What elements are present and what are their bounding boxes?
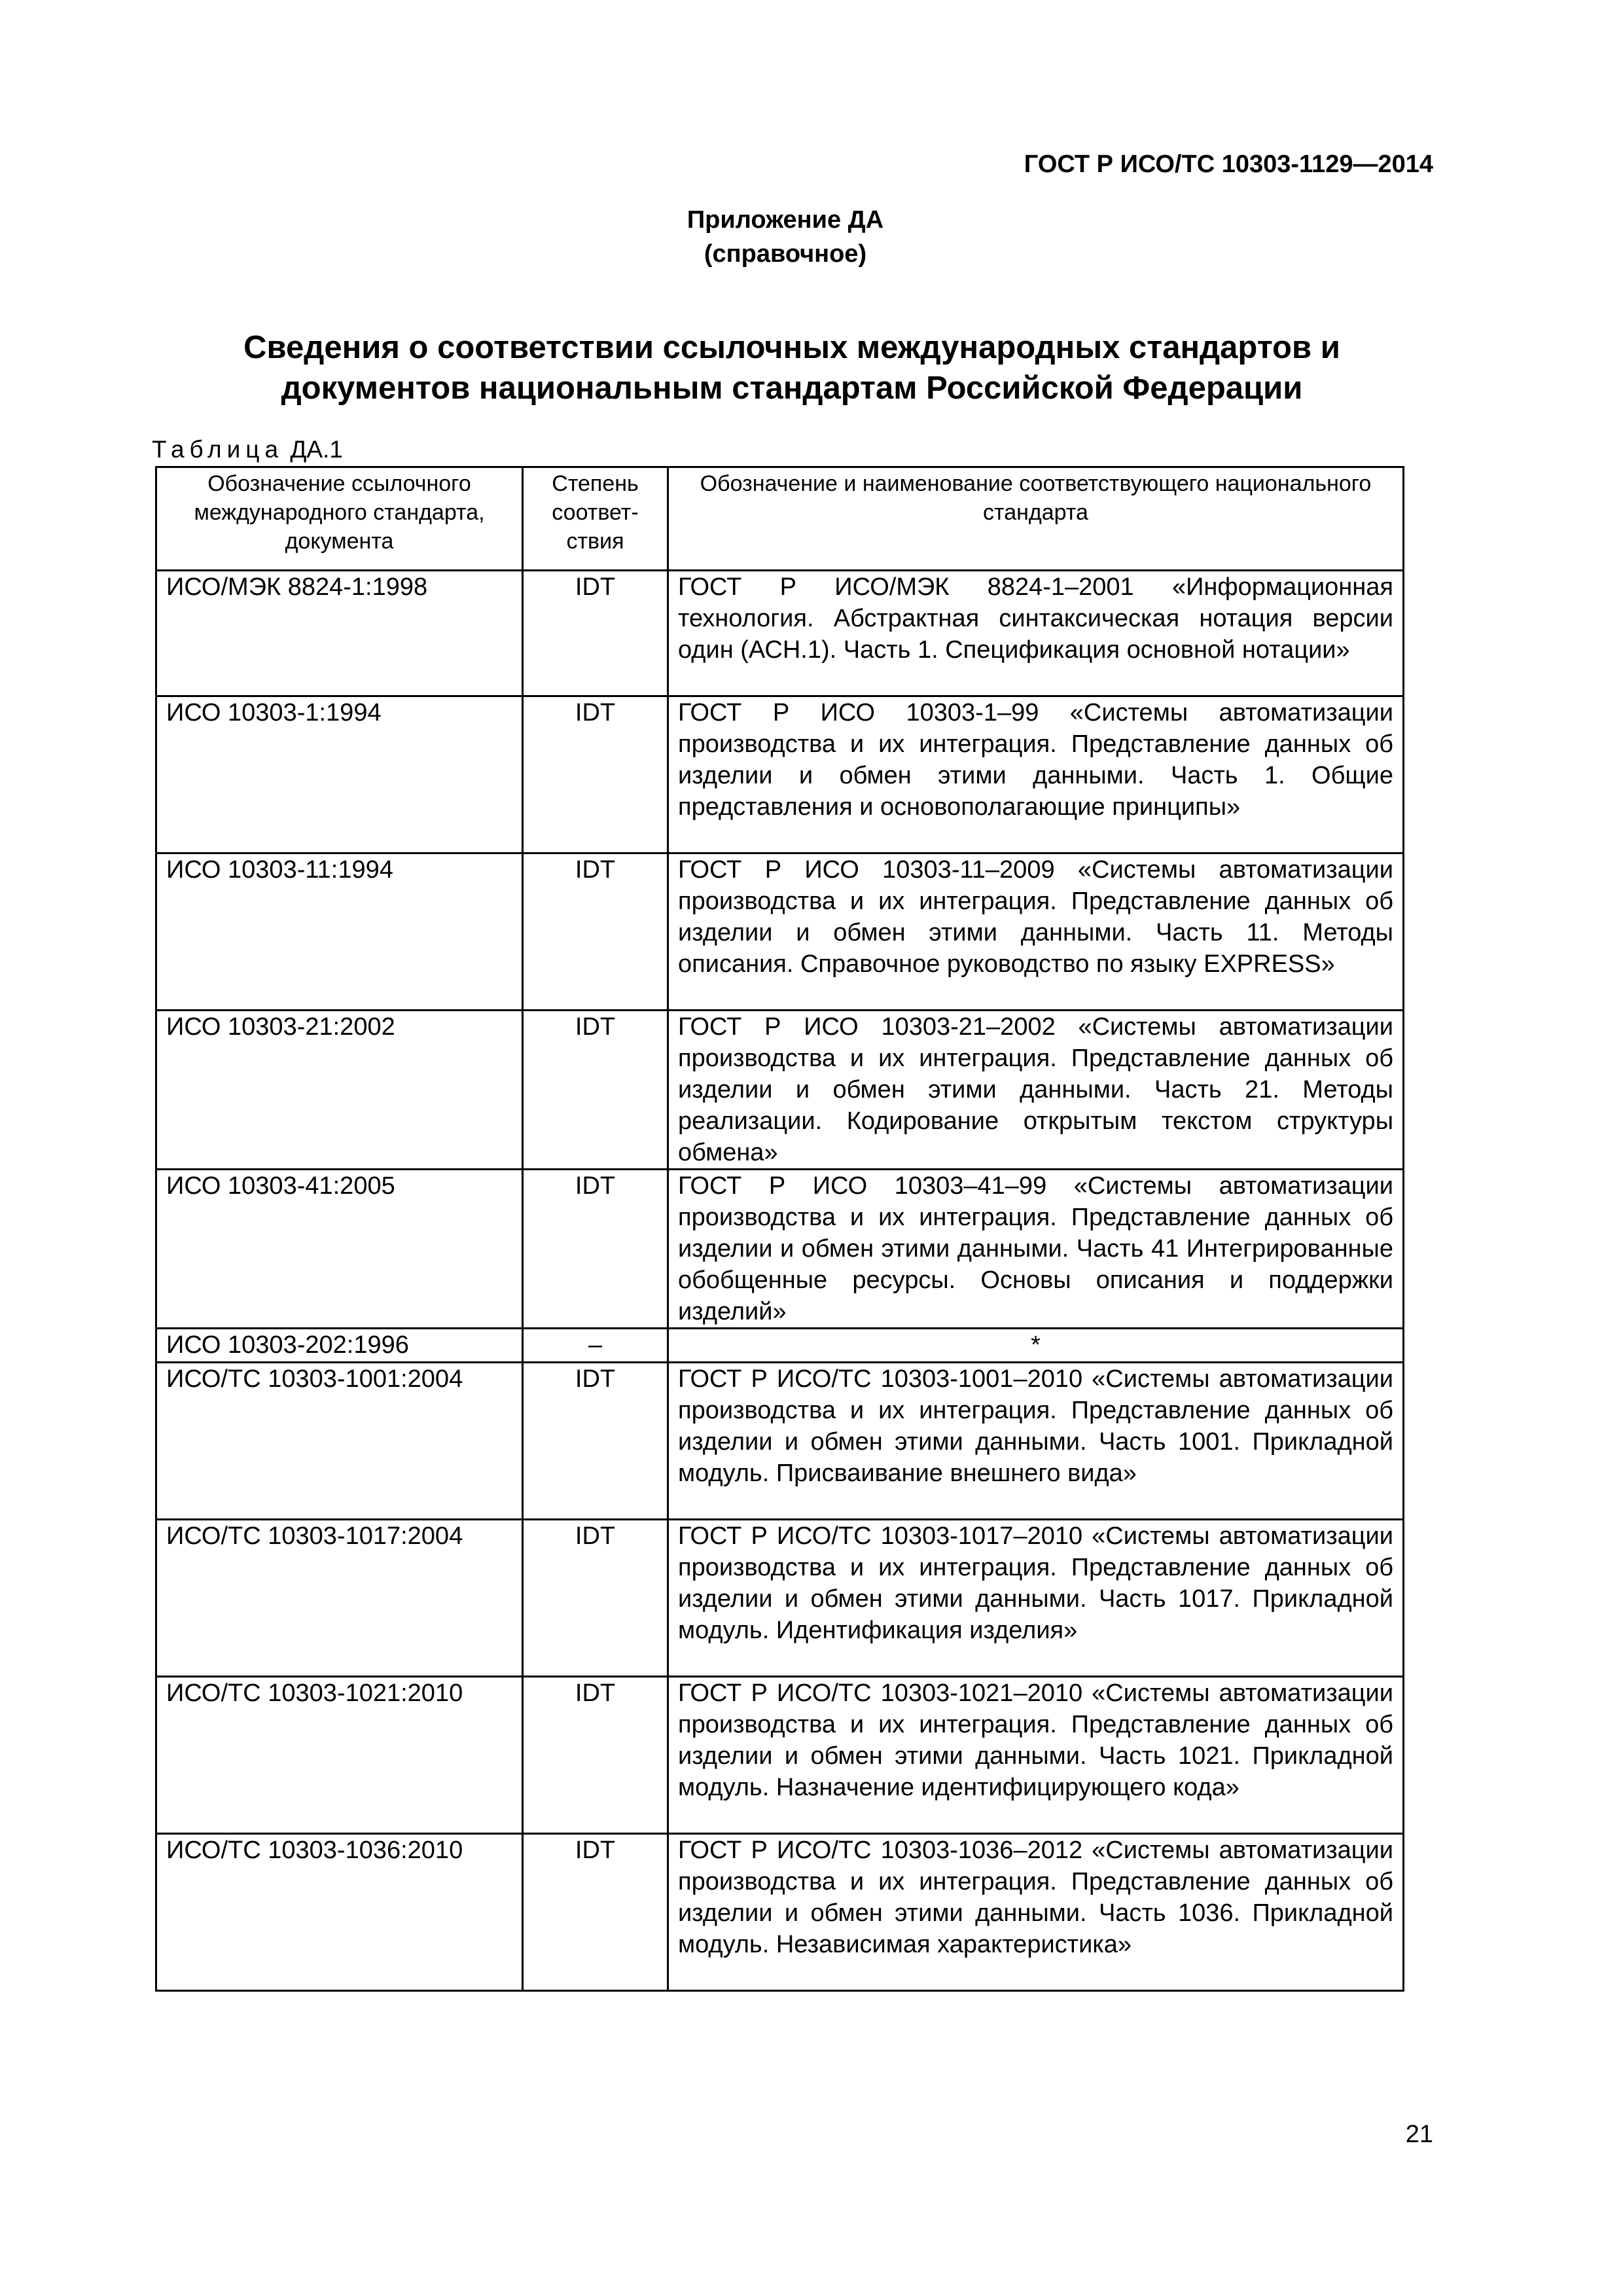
appendix-heading <box>0 203 1623 271</box>
cell-degree: IDT <box>523 571 668 696</box>
cell-national: ГОСТ Р ИСО 10303–41–99 «Системы автоматизации производства и их интеграция. Представление данных об изделии и обмен этими данными. Часть 41 Интегрированные обобщенные ресурсы. Основы описания и поддержки изделий» <box>668 1170 1404 1329</box>
table-row <box>156 571 1404 696</box>
header-designation: Обозначение ссылочного международного стандарта, документа <box>156 467 523 571</box>
cell-designation: ИСО/МЭК 8824-1:1998 <box>156 571 523 696</box>
cell-degree: IDT <box>523 1363 668 1520</box>
cell-designation: ИСО 10303-21:2002 <box>156 1011 523 1170</box>
page-title-line-1: Сведения о соответствии ссылочных международных стандартов и <box>243 330 1340 365</box>
cell-national: ГОСТ Р ИСО 10303-1–99 «Системы автоматизации производства и их интеграция. Представление данных об изделии и обмен этими данными. Часть 1. Общие представления и основополагающие принципы» <box>668 696 1404 853</box>
cell-designation: ИСО 10303-11:1994 <box>156 853 523 1011</box>
table-row <box>156 1011 1404 1170</box>
table-caption-number: ДА.1 <box>290 436 343 463</box>
table-row <box>156 1170 1404 1329</box>
header-degree: Степень соответствия <box>523 467 668 571</box>
page-title-line-2: документов национальным стандартам Российской Федерации <box>281 370 1303 406</box>
cell-national: ГОСТ Р ИСО/ТС 10303-1017–2010 «Системы автоматизации производства и их интеграция. Представление данных об изделии и обмен этими данными. Часть 1017. Прикладной модуль. Идентификация изделия» <box>668 1520 1404 1677</box>
cell-national: ГОСТ Р ИСО/МЭК 8824-1–2001 «Информационная технология. Абстрактная синтаксическая нотация версии один (АСН.1). Часть 1. Спецификация основной нотации» <box>668 571 1404 696</box>
page-number: 21 <box>1405 2121 1433 2148</box>
cell-designation: ИСО 10303-202:1996 <box>156 1329 523 1363</box>
table-caption <box>152 436 343 463</box>
table-row <box>156 1834 1404 1991</box>
appendix-subtitle: (справочное) <box>704 240 867 268</box>
table-row <box>156 1677 1404 1834</box>
cell-national: ГОСТ Р ИСО 10303-21–2002 «Системы автоматизации производства и их интеграция. Представление данных об изделии и обмен этими данными. Часть 21. Методы реализации. Кодирование открытым текстом структуры обмена» <box>668 1011 1404 1170</box>
cell-degree: IDT <box>523 1011 668 1170</box>
cell-designation: ИСО/ТС 10303-1036:2010 <box>156 1834 523 1991</box>
cell-designation: ИСО/ТС 10303-1017:2004 <box>156 1520 523 1677</box>
table-body <box>156 571 1404 1991</box>
table-caption-word: Таблица <box>152 436 284 463</box>
table-row <box>156 1520 1404 1677</box>
cell-degree: – <box>523 1329 668 1363</box>
cell-degree: IDT <box>523 1520 668 1677</box>
cell-degree: IDT <box>523 1677 668 1834</box>
cell-national: * <box>668 1329 1404 1363</box>
table-row <box>156 696 1404 853</box>
cell-national: ГОСТ Р ИСО/ТС 10303-1021–2010 «Системы автоматизации производства и их интеграция. Представление данных об изделии и обмен этими данными. Часть 1021. Прикладной модуль. Назначение идентифицирующего кода» <box>668 1677 1404 1834</box>
table-row <box>156 1363 1404 1520</box>
cell-designation: ИСО 10303-41:2005 <box>156 1170 523 1329</box>
cell-degree: IDT <box>523 696 668 853</box>
cell-designation: ИСО/ТС 10303-1021:2010 <box>156 1677 523 1834</box>
cell-national: ГОСТ Р ИСО/ТС 10303-1001–2010 «Системы автоматизации производства и их интеграция. Представление данных об изделии и обмен этими данными. Часть 1001. Прикладной модуль. Присваивание внешнего вида» <box>668 1363 1404 1520</box>
correspondence-table <box>155 466 1404 1992</box>
document-code: ГОСТ Р ИСО/ТС 10303-1129—2014 <box>1024 151 1433 178</box>
cell-degree: IDT <box>523 1170 668 1329</box>
cell-degree: IDT <box>523 1834 668 1991</box>
cell-degree: IDT <box>523 853 668 1011</box>
header-national: Обозначение и наименование соответствующего национального стандарта <box>668 467 1404 571</box>
cell-national: ГОСТ Р ИСО 10303-11–2009 «Системы автоматизации производства и их интеграция. Представление данных об изделии и обмен этими данными. Часть 11. Методы описания. Справочное руководство по языку EXPRESS» <box>668 853 1404 1011</box>
cell-designation: ИСО/ТС 10303-1001:2004 <box>156 1363 523 1520</box>
table-row <box>156 1329 1404 1363</box>
table-header <box>156 467 1404 571</box>
table-row <box>156 853 1404 1011</box>
page-title <box>0 327 1623 408</box>
cell-national: ГОСТ Р ИСО/ТС 10303-1036–2012 «Системы автоматизации производства и их интеграция. Представление данных об изделии и обмен этими данными. Часть 1036. Прикладной модуль. Независимая характеристика» <box>668 1834 1404 1991</box>
appendix-title: Приложение ДА <box>687 206 884 234</box>
cell-designation: ИСО 10303-1:1994 <box>156 696 523 853</box>
